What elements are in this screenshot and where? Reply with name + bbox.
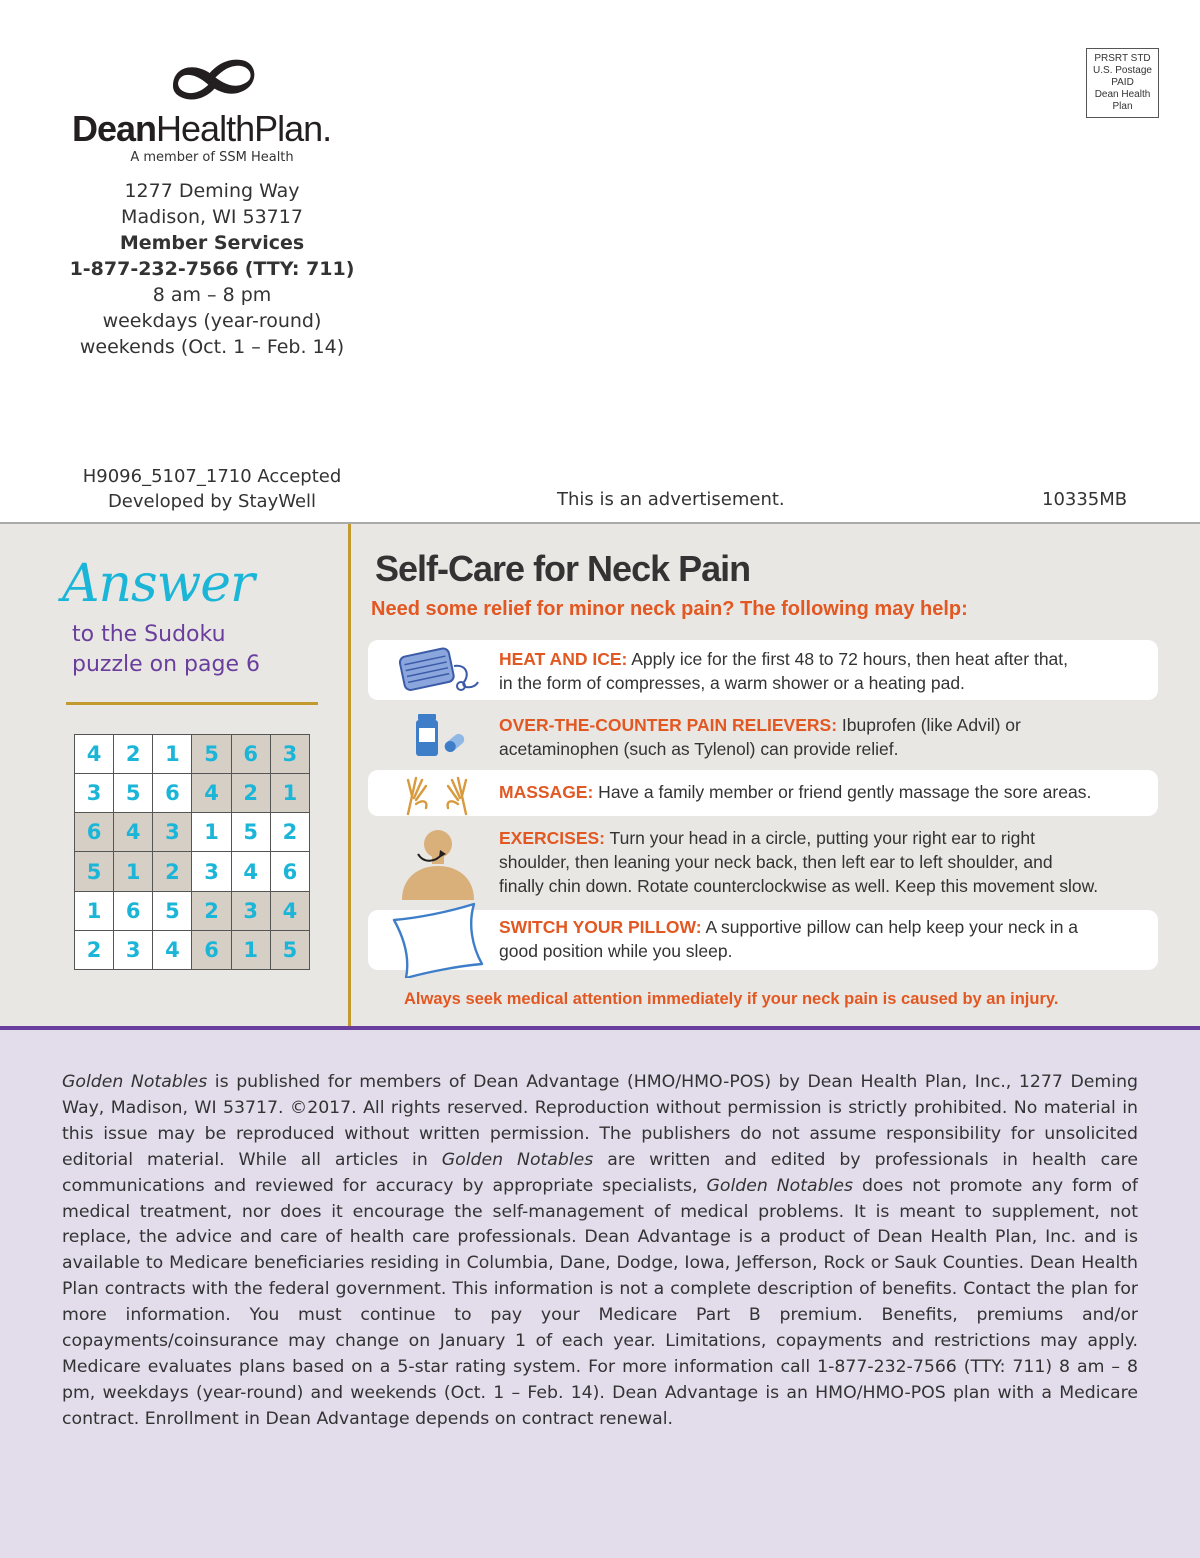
publication-title: Golden Notables [441,1149,594,1170]
postage-line: Plan [1112,101,1133,112]
massage-hands-icon [388,770,488,816]
sudoku-cell: 4 [192,774,231,813]
sudoku-cell: 2 [114,735,153,774]
tip-line [499,780,1091,804]
tip-label: OVER-THE-COUNTER PAIN RELIEVERS: [499,715,838,735]
tip-label: EXERCISES: [499,828,605,848]
legal-part2: are written and edited by professionals in health care communications and reviewed for accuracy by appropriate specialists, [62,1149,1139,1196]
publication-title: Golden Notables [706,1175,854,1196]
sudoku-cell: 3 [75,774,114,813]
sudoku-cell: 6 [192,930,231,969]
sudoku-cell: 2 [153,852,192,891]
tip-text [499,780,1091,804]
sudoku-cell: 6 [231,735,270,774]
phone-line [62,256,362,282]
tip-label: MASSAGE: [499,782,594,802]
accepted-code: H9096_5107_1710 Accepted [82,466,342,487]
sudoku-cell: 2 [231,774,270,813]
brand-light: HealthPlan. [156,108,332,149]
sudoku-cell: 1 [270,774,309,813]
pill-bottle-icon [388,706,488,766]
tip-text [499,915,1078,963]
sudoku-cell: 6 [114,891,153,930]
answer-sub-line1: to the Sudoku [72,622,226,647]
sudoku-row [75,735,310,774]
sudoku-cell: 4 [270,891,309,930]
sudoku-cell: 3 [270,735,309,774]
gold-divider [66,702,318,705]
tip-line [499,826,1098,850]
postage-indicia [1086,48,1159,118]
brand-wordmark [72,108,331,150]
sudoku-cell: 2 [270,813,309,852]
sudoku-cell: 3 [153,813,192,852]
sudoku-row [75,774,310,813]
answer-title: Answer [62,554,254,614]
sudoku-cell: 5 [270,930,309,969]
legal-panel [0,1030,1200,1558]
tip-heat-and-ice [368,640,1158,700]
sudoku-answer-section [0,524,348,1028]
return-address [62,178,362,360]
sudoku-cell: 6 [153,774,192,813]
tip-line: in the form of compresses, a warm shower or a heating pad. [499,673,965,693]
tip-line [499,915,1078,939]
sudoku-cell: 1 [231,930,270,969]
hours-line: 8 am – 8 pm [152,284,272,306]
sudoku-row [75,813,310,852]
self-care-subtitle: Need some relief for minor neck pain? The following may help: [371,598,968,620]
sudoku-cell: 6 [75,813,114,852]
tip-exercises [368,820,1158,904]
sudoku-cell: 5 [75,852,114,891]
sudoku-cell: 1 [192,813,231,852]
approval-code [62,464,362,514]
tip-body: Apply ice for the first 48 to 72 hours, then heat after that, [627,649,1069,669]
publication-title: Golden Notables [62,1072,208,1092]
sudoku-cell: 1 [114,852,153,891]
tip-text [499,647,1068,695]
tip-label: SWITCH YOUR PILLOW: [499,917,702,937]
legal-disclaimer [62,1070,1138,1433]
sudoku-cell: 4 [75,735,114,774]
sudoku-cell: 2 [192,891,231,930]
mailing-panel [0,0,1200,522]
sudoku-row [75,930,310,969]
self-care-section [351,524,1200,1028]
sudoku-cell: 5 [231,813,270,852]
tip-line: acetaminophen (such as Tylenol) can provide relief. [499,739,899,759]
postage-line: Dean Health [1094,89,1151,100]
tip-body: Ibuprofen (like Advil) or [837,715,1021,735]
answer-subtitle [72,620,260,680]
tip-line: good position while you sleep. [499,941,733,961]
tip-pain-relievers [368,706,1158,766]
legal-part1: is published for members of Dean Advantage (HMO/HMO-POS) by Dean Health Plan, Inc., 1277 Deming Way, Madison, WI 53717. ©2017. All rights reserved. Reproduction without permission is strictly prohibited. No material in this issue may be reproduced without written permission. The publishers do not assume responsibility for unsolicited editorial material. While all articles in [62,1072,1138,1170]
member-of-text: A member of SSM Health [130,150,294,165]
tip-text [499,826,1098,898]
sudoku-cell: 3 [192,852,231,891]
sudoku-cell: 4 [231,852,270,891]
postage-line: U.S. Postage [1093,65,1152,76]
tip-line [499,647,1068,671]
medical-warning: Always seek medical attention immediately if your neck pain is caused by an injury. [404,990,1059,1008]
job-code: 10335MB [1042,489,1128,510]
developed-by: Developed by StayWell [107,491,317,512]
tip-line: shoulder, then leaning your neck back, then left ear to left shoulder, and [499,852,1053,872]
brand-bold: Dean [72,108,157,149]
weekends-line: weekends (Oct. 1 – Feb. 14) [79,336,345,358]
tip-switch-pillow [368,910,1158,970]
dean-logo-icon [165,56,257,102]
tip-line [499,713,1021,737]
answer-sub-line2: puzzle on page 6 [72,652,260,677]
postage-line: PAID [1111,77,1134,88]
sudoku-cell: 4 [114,813,153,852]
sudoku-row [75,891,310,930]
neck-rotation-icon [388,820,488,904]
phone-number: 1-877-232-7566 [69,258,239,280]
sudoku-grid [74,734,310,970]
postage-line: PRSRT STD [1094,53,1151,64]
tty-number: (TTY: 711) [244,258,355,280]
weekdays-line: weekdays (year-round) [102,310,322,332]
sudoku-row [75,852,310,891]
sudoku-cell: 3 [114,930,153,969]
sudoku-cell: 5 [192,735,231,774]
address-line1: 1277 Deming Way [124,180,300,202]
sudoku-cell: 1 [75,891,114,930]
tip-text [499,713,1021,761]
tip-massage [368,770,1158,816]
sudoku-cell: 4 [153,930,192,969]
content-panel [0,522,1200,1028]
tip-body: A supportive pillow can help keep your neck in a [701,917,1079,937]
tip-body: Turn your head in a circle, putting your right ear to right [605,828,1035,848]
pillow-icon [388,902,488,978]
tip-body: Have a family member or friend gently massage the sore areas. [593,782,1092,802]
legal-part3: does not promote any form of medical treatment, nor does it encourage the self-management of medical problems. It is meant to supplement, not replace, the advice and care of health care professionals. Dean Advantage is a product of Dean Health Plan, Inc. and is available to Medicare beneficiaries residing in Columbia, Dane, Dodge, Iowa, Jefferson, Rock or Sauk Counties. Dean Health Plan contracts with the federal government. This information is not a complete description of benefits. Contact the plan for more information. You must continue to pay your Medicare Part B premium. Benefits, premiums and/or copayments/coinsurance may change on January 1 of each year. Limitations, copayments and restrictions may apply. Medicare evaluates plans based on a 5-star rating system. For more information call 1-877-232-7566 (TTY: 711) 8 am – 8 pm, weekdays (year-round) and weekends (Oct. 1 – Feb. 14). Dean Advantage is an HMO/HMO-POS plan with a Medicare contract. Enrollment in Dean Advantage depends on contract renewal. [62,1175,1138,1429]
member-services-heading: Member Services [119,232,305,254]
sudoku-cell: 5 [114,774,153,813]
ice-pack-icon [388,640,488,700]
sudoku-cell: 5 [153,891,192,930]
sudoku-cell: 6 [270,852,309,891]
advertisement-notice: This is an advertisement. [557,489,785,510]
sudoku-cell: 2 [75,930,114,969]
sudoku-cell: 3 [231,891,270,930]
self-care-title: Self-Care for Neck Pain [375,548,751,589]
address-line2: Madison, WI 53717 [121,206,303,228]
tip-line: finally chin down. Rotate counterclockwise as well. Keep this movement slow. [499,876,1099,896]
tip-label: HEAT AND ICE: [499,649,628,669]
sudoku-cell: 1 [153,735,192,774]
